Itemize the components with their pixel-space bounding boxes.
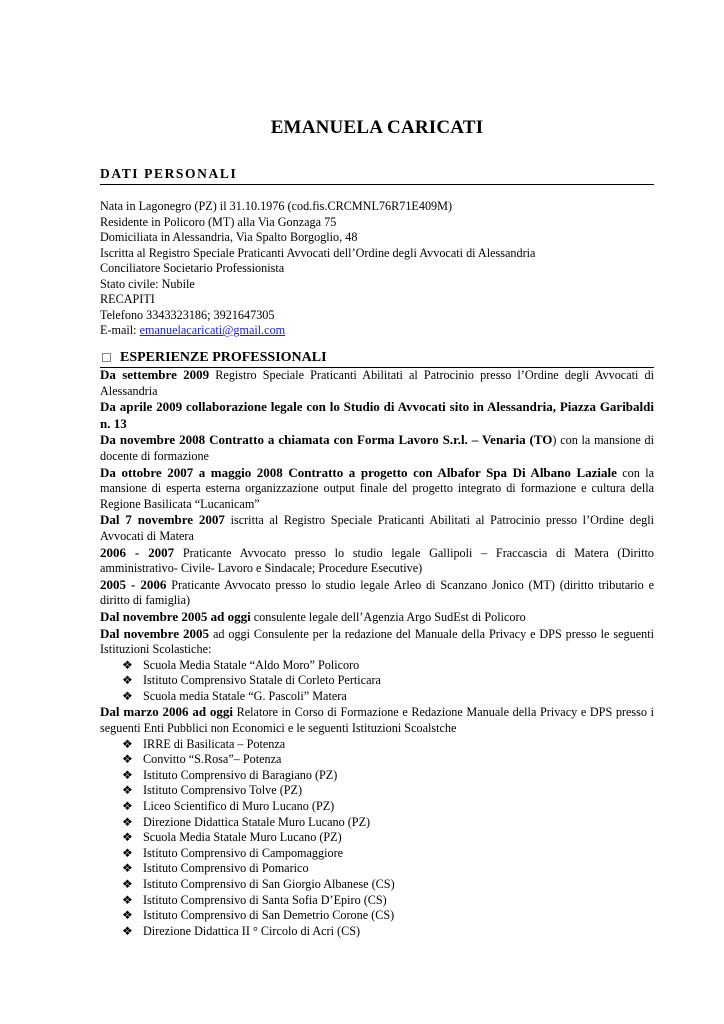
personal-line: RECAPITI	[100, 292, 155, 306]
experience-block	[100, 367, 654, 939]
list-item: ❖ Istituto Comprensivo Tolve (PZ)	[122, 783, 303, 798]
diamond-bullet-icon: ❖	[122, 908, 133, 923]
section-heading-label: ESPERIENZE PROFESSIONALI	[120, 350, 327, 365]
personal-line: Residente in Policoro (MT) alla Via Gonzaga 75	[100, 214, 337, 229]
experience-entry: Dal novembre 2005 ad oggi Consulente per la redazione del Manuale della Privacy e DPS presso le seguenti Istituzioni Scolastiche:	[100, 625, 654, 657]
diamond-bullet-icon: ❖	[122, 657, 133, 672]
list-item: ❖ Istituto Comprensivo di Baragiano (PZ)	[122, 767, 338, 782]
personal-line: Stato civile: Nubile	[100, 276, 195, 291]
email-link[interactable]: emanuelacaricati@gmail.com	[139, 323, 286, 337]
list-item: ❖ Istituto Comprensivo di Campomaggiore	[122, 845, 344, 860]
experience-entry: Dal novembre 2005 ad oggi consulente legale dell’Agenzia Argo SudEst di Policoro	[100, 608, 526, 624]
list-item: ❖ Direzione Didattica II ° Circolo di Acri (CS)	[122, 923, 361, 938]
diamond-bullet-icon: ❖	[122, 892, 133, 907]
experience-entry: Dal marzo 2006 ad oggi Relatore in Corso di Formazione e Redazione Manuale della Privacy e DPS presso i seguenti Enti Pubblici non Economici e le seguenti Istituzioni Scoalstche	[100, 704, 654, 736]
list-item: ❖ Istituto Comprensivo di San Demetrio Corone (CS)	[122, 908, 395, 923]
section-heading-personal: DATI PERSONALI	[100, 166, 654, 185]
list-item: ❖ Istituto Comprensivo di Santa Sofia D’Epiro (CS)	[122, 892, 387, 907]
diamond-bullet-icon: ❖	[122, 845, 133, 860]
list-item: ❖ Scuola media Statale “G. Pascoli” Matera	[122, 688, 347, 703]
section-heading-experience	[100, 350, 654, 368]
checkbox-bullet-icon	[102, 353, 111, 362]
diamond-bullet-icon: ❖	[122, 783, 133, 798]
personal-line: Nata in Lagonegro (PZ) il 31.10.1976 (cod.fis.CRCMNL76R71E409M)	[100, 199, 453, 213]
experience-entry: 2005 - 2006 Praticante Avvocato presso lo studio legale Arleo di Scanzano Jonico (MT) (diritto tributario e diritto di famiglia)	[100, 576, 654, 608]
personal-line: Domiciliata in Alessandria, Via Spalto Borgoglio, 48	[100, 230, 358, 244]
personal-line: Telefono 3343323186; 3921647305	[100, 307, 275, 322]
experience-entry: Dal 7 novembre 2007 iscritta al Registro Speciale Praticanti Abilitati al Patrocinio presso l’Ordine degli Avvocati di Matera	[100, 512, 654, 543]
list-item: ❖ Istituto Comprensivo di Pomarico	[122, 861, 309, 876]
personal-data-block	[100, 199, 654, 339]
page-title: EMANUELA CARICATI	[270, 117, 484, 138]
personal-line: Iscritta al Registro Speciale Praticanti Avvocati dell’Ordine degli Avvocati di Alessandria	[100, 245, 536, 260]
list-item: ❖ Direzione Didattica Statale Muro Lucano (PZ)	[122, 814, 371, 829]
personal-line: Conciliatore Societario Professionista	[100, 261, 285, 275]
list-item: ❖ Scuola Media Statale “Aldo Moro” Policoro	[122, 657, 360, 672]
diamond-bullet-icon: ❖	[122, 688, 133, 703]
diamond-bullet-icon: ❖	[122, 767, 133, 782]
experience-entry: Da aprile 2009 collaborazione legale con lo Studio di Avvocati sito in Alessandria, Piazza Garibaldi n. 13	[100, 399, 654, 431]
experience-entry: Da novembre 2008 Contratto a chiamata con Forma Lavoro S.r.l. – Venaria (TO) con la mansione di docente di formazione	[100, 432, 655, 463]
diamond-bullet-icon: ❖	[122, 923, 133, 938]
email-line	[100, 323, 654, 339]
list-item: ❖ IRRE di Basilicata – Potenza	[122, 736, 286, 751]
diamond-bullet-icon: ❖	[122, 814, 133, 829]
list-item: ❖ Istituto Comprensivo Statale di Corleto Perticara	[122, 673, 381, 688]
email-label: E-mail:	[100, 323, 140, 337]
diamond-bullet-icon: ❖	[122, 673, 133, 688]
schools-list	[100, 658, 654, 705]
experience-entry: 2006 - 2007 Praticante Avvocato presso lo studio legale Gallipoli – Fraccascia di Matera (Diritto amministrativo- Civile- Lavoro e Sindacale; Procedure Esecutive)	[100, 544, 654, 576]
list-item: ❖ Liceo Scientifico di Muro Lucano (PZ)	[122, 799, 335, 814]
diamond-bullet-icon: ❖	[122, 861, 133, 876]
experience-entry: Da settembre 2009 Registro Speciale Praticanti Abilitati al Patrocinio presso l’Ordine degli Avvocati di Alessandria	[100, 367, 655, 398]
list-item: ❖ Istituto Comprensivo di San Giorgio Albanese (CS)	[122, 877, 395, 891]
list-item: ❖ Scuola Media Statale Muro Lucano (PZ)	[122, 830, 342, 845]
entities-list	[100, 737, 654, 940]
diamond-bullet-icon: ❖	[122, 736, 133, 751]
diamond-bullet-icon: ❖	[122, 799, 133, 814]
experience-entry: Da ottobre 2007 a maggio 2008 Contratto a progetto con Albafor Spa Di Albano Laziale con la mansione di esperta esterna organizzazione output finale del progetto integrato di formazione e cultura della Regione Basilicata “Lucanicam”	[100, 464, 654, 511]
diamond-bullet-icon: ❖	[122, 877, 133, 891]
diamond-bullet-icon: ❖	[122, 830, 133, 845]
diamond-bullet-icon: ❖	[122, 752, 133, 767]
list-item: ❖ Convitto “S.Rosa”– Potenza	[122, 752, 282, 767]
